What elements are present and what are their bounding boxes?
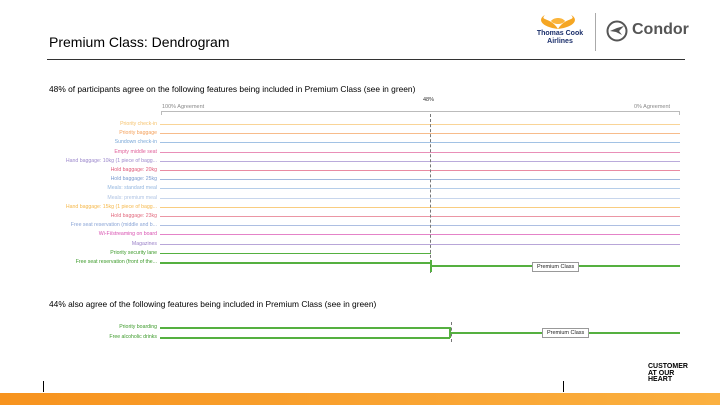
dendrogram-branch-line: [160, 207, 680, 208]
logo-separator: [595, 13, 596, 51]
dendrogram-branch-line: [160, 152, 680, 153]
feature-label: Priority check-in: [120, 121, 157, 127]
feature-label: Hand baggage: 10kg (1 piece of bagg...: [65, 157, 157, 164]
feature-label: Hold baggage: 23kg: [110, 213, 157, 219]
dendrogram-branch-line: [160, 244, 680, 245]
header-divider: [47, 59, 685, 60]
dendrogram-branch-line: [160, 262, 431, 264]
dendrogram-branch-line: [160, 170, 680, 171]
dendrogram-branch-line: [160, 253, 431, 255]
feature-label: Hold baggage: 20kg: [110, 167, 157, 173]
section1-subtitle: 48% of participants agree on the following features being included in Premium Class (see in green): [49, 84, 416, 94]
threshold-label: 48%: [423, 97, 435, 103]
slogan-line-2: AT OUR: [648, 369, 675, 377]
footer-tick-left: [43, 381, 44, 392]
dendrogram-branch-line: [160, 216, 680, 217]
premium-class-box: Premium Class: [532, 262, 579, 272]
page-title: Premium Class: Dendrogram: [49, 34, 230, 50]
footer-bar: [0, 393, 720, 405]
feature-label: Hold baggage: 25kg: [110, 176, 157, 183]
feature-label: Free seat reservation (middle and b...: [70, 222, 157, 229]
section2-subtitle: 44% also agree of the following features being included in Premium Class (see in green): [49, 299, 377, 309]
thomas-cook-brand: [531, 30, 589, 46]
feature-label: Priority baggage: [119, 130, 157, 137]
condor-circle-icon: [606, 20, 628, 42]
dendrogram-top-axis: [161, 111, 680, 115]
dendrogram-branch-line: [160, 142, 680, 143]
feature-label: Meals: standard meal: [107, 185, 157, 192]
feature-label: Priority boarding: [119, 324, 157, 330]
feature-label: Priority security lane: [110, 249, 157, 256]
feature-label: Empty middle seat: [114, 148, 157, 155]
feature-label: Meals: premium meal: [107, 194, 157, 201]
slogan-line-3: HEART: [648, 376, 673, 383]
slogan-line-1: CUSTOMER: [648, 363, 688, 370]
threshold-dashed-line: [430, 114, 431, 273]
feature-label: Sundown check-in: [114, 139, 157, 146]
dendrogram-branch-line: [160, 327, 450, 329]
customer-at-our-heart-logo: [648, 364, 688, 384]
dendrogram-branch-line: [160, 179, 680, 180]
dendrogram-branch-line: [160, 225, 680, 226]
dendrogram-branch-line: [160, 198, 680, 199]
agreement-right-label: 0% Agreement: [634, 104, 671, 110]
feature-label: Free seat reservation (front of the...: [75, 259, 157, 265]
agreement-left-label: 100% Agreement: [162, 104, 205, 110]
dendrogram-branch-line: [160, 161, 680, 162]
brand-line-2: Airlines: [547, 38, 573, 45]
dendrogram-branch-line: [160, 188, 680, 189]
dendrogram-branch-line: [160, 124, 680, 125]
brand-line-1: Thomas Cook: [536, 30, 584, 37]
feature-label: Magazines: [131, 240, 157, 247]
feature-label: Wi-Fi/streaming on board: [98, 231, 157, 238]
dendrogram-branch-line: [160, 337, 450, 339]
feature-label: Free alcoholic drinks: [109, 334, 157, 340]
dendrogram-branch-line: [160, 234, 680, 235]
premium-class-box-2: Premium Class: [542, 328, 589, 338]
footer-tick-right: [563, 381, 564, 392]
dendrogram-branch-line: [160, 133, 680, 134]
condor-brand: Condor: [632, 21, 689, 38]
feature-label: Hand baggage: 15kg (1 piece of bagg...: [65, 203, 157, 210]
